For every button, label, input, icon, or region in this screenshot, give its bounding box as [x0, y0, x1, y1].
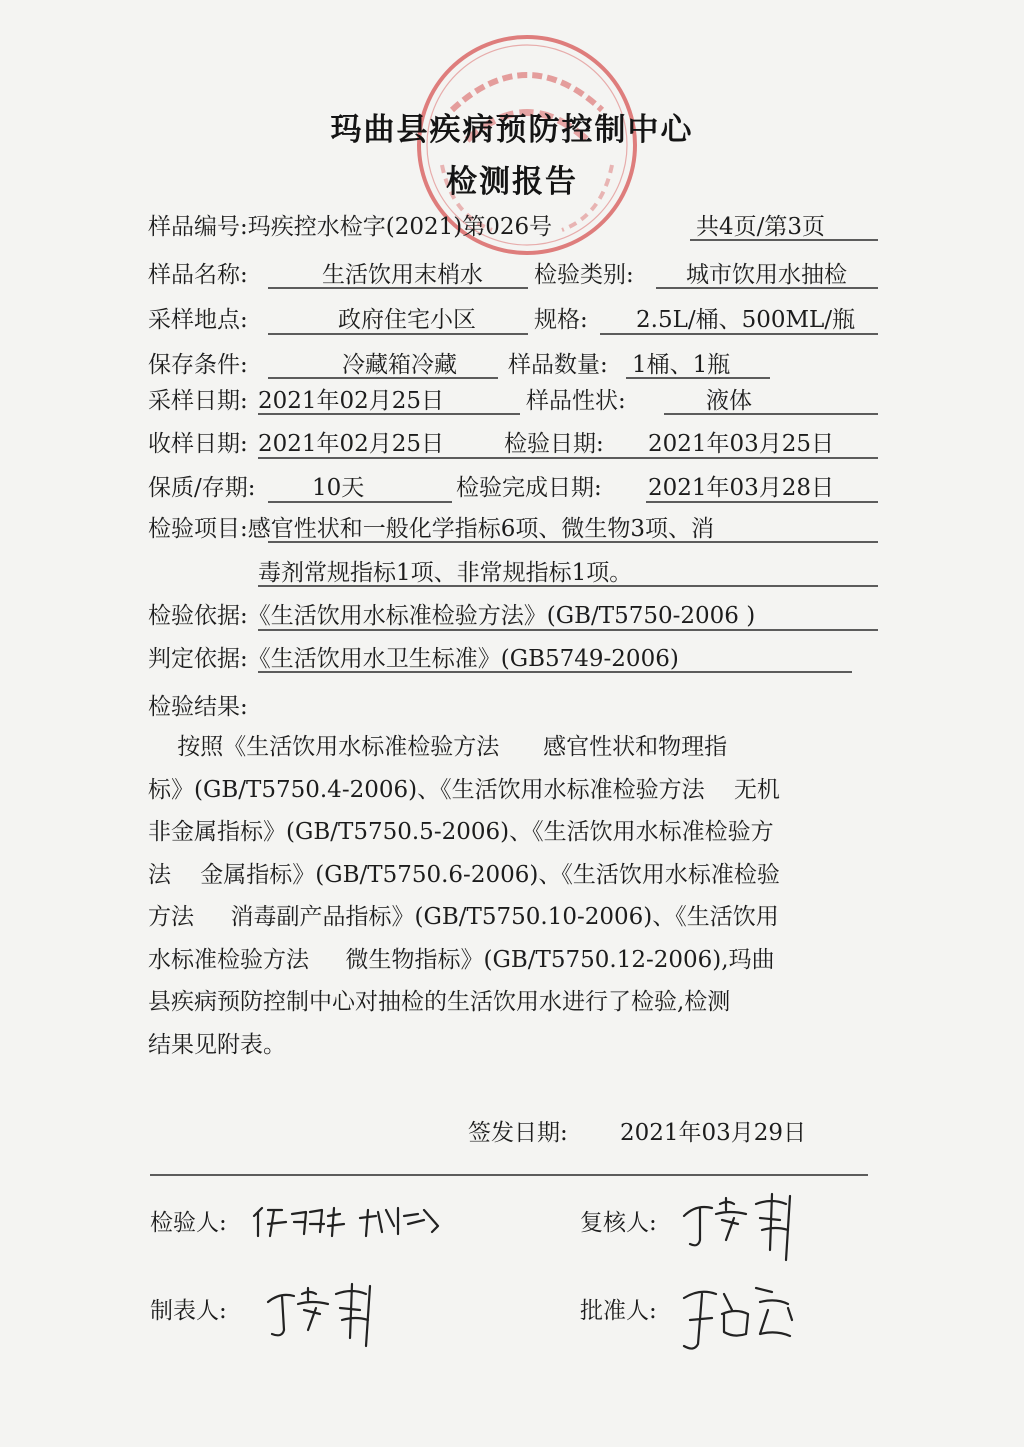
org-title: 玛曲县疾病预防控制中心	[330, 112, 694, 148]
result-line: 非金属指标》(GB/T5750.5-2006)、《生活饮用水标准检验方	[148, 819, 774, 845]
result-line: 方法 消毒副产品指标》(GB/T5750.10-2006)、《生活饮用	[148, 904, 779, 930]
state-label: 样品性状:	[526, 388, 626, 414]
location-value: 政府住宅小区	[338, 307, 476, 333]
result-line: 结果见附表。	[148, 1031, 286, 1058]
items-label: 检验项目:	[148, 516, 248, 542]
sample-date-value: 2021年02月25日	[258, 388, 445, 414]
reviewer-signature	[676, 1190, 806, 1270]
page-count: 共4页/第3页	[696, 214, 826, 240]
inspector-signature	[248, 1196, 478, 1246]
judge-row	[148, 644, 679, 674]
result-line: 按照《生活饮用水标准检验方法 感官性状和物理指	[148, 734, 728, 760]
sample-number-value: 玛疾控水检字(2021)第026号	[247, 214, 553, 240]
sample-number-label: 样品编号:	[148, 214, 248, 240]
category-label: 检验类别:	[534, 262, 634, 288]
result-line: 水标准检验方法 微生物指标》(GB/T5750.12-2006),玛曲	[148, 946, 775, 973]
location-label: 采样地点:	[148, 307, 248, 333]
sample-name-label: 样品名称:	[148, 262, 248, 288]
preparer-signature	[262, 1280, 382, 1360]
items-line-2: 毒剂常规指标1项、非常规指标1项。	[258, 560, 633, 586]
basis-label: 检验依据:	[148, 603, 248, 629]
judge-label: 判定依据:	[148, 646, 248, 672]
spec-label: 规格:	[534, 307, 588, 333]
basis-row	[148, 601, 755, 631]
receive-date-value: 2021年02月25日	[258, 431, 445, 457]
approver-label: 批准人:	[580, 1298, 657, 1324]
spec-value: 2.5L/桶、500ML/瓶	[636, 307, 856, 333]
complete-date-label: 检验完成日期:	[456, 475, 602, 501]
sample-name-value: 生活饮用末梢水	[322, 262, 483, 288]
result-line: 县疾病预防控制中心对抽检的生活饮用水进行了检验,检测	[148, 989, 731, 1015]
issue-date-value: 2021年03月29日	[620, 1120, 807, 1146]
test-date-value: 2021年03月25日	[648, 431, 835, 457]
report-title: 检测报告	[446, 164, 578, 200]
judge-value: 《生活饮用水卫生标准》(GB5749-2006)	[247, 646, 679, 672]
items-row	[148, 514, 714, 544]
sample-date-label: 采样日期:	[148, 388, 248, 414]
sample-number-row	[148, 212, 552, 242]
basis-value: 《生活饮用水标准检验方法》(GB/T5750-2006 )	[247, 603, 756, 629]
result-line: 法 金属指标》(GB/T5750.6-2006)、《生活饮用水标准检验	[148, 861, 780, 888]
result-paragraph	[148, 726, 880, 1066]
result-label: 检验结果:	[148, 694, 248, 720]
reviewer-label: 复核人:	[580, 1210, 657, 1236]
approver-signature	[676, 1280, 806, 1370]
state-value: 液体	[706, 388, 752, 414]
test-date-label: 检验日期:	[504, 431, 604, 457]
complete-date-value: 2021年03月28日	[648, 475, 835, 501]
category-value: 城市饮用水抽检	[686, 262, 847, 288]
issue-date-label: 签发日期:	[468, 1120, 568, 1146]
preparer-label: 制表人:	[150, 1298, 227, 1324]
result-line: 标》(GB/T5750.4-2006)、《生活饮用水标准检验方法 无机	[148, 776, 780, 803]
quantity-value: 1桶、1瓶	[632, 352, 731, 378]
items-line-1: 感官性状和一般化学指标6项、微生物3项、消	[247, 516, 715, 542]
receive-date-label: 收样日期:	[148, 431, 248, 457]
shelf-label: 保质/存期:	[148, 475, 256, 501]
shelf-value: 10天	[312, 475, 365, 501]
storage-value: 冷藏箱冷藏	[342, 352, 457, 378]
inspector-label: 检验人:	[150, 1210, 227, 1236]
storage-label: 保存条件:	[148, 352, 248, 378]
quantity-label: 样品数量:	[508, 352, 608, 378]
